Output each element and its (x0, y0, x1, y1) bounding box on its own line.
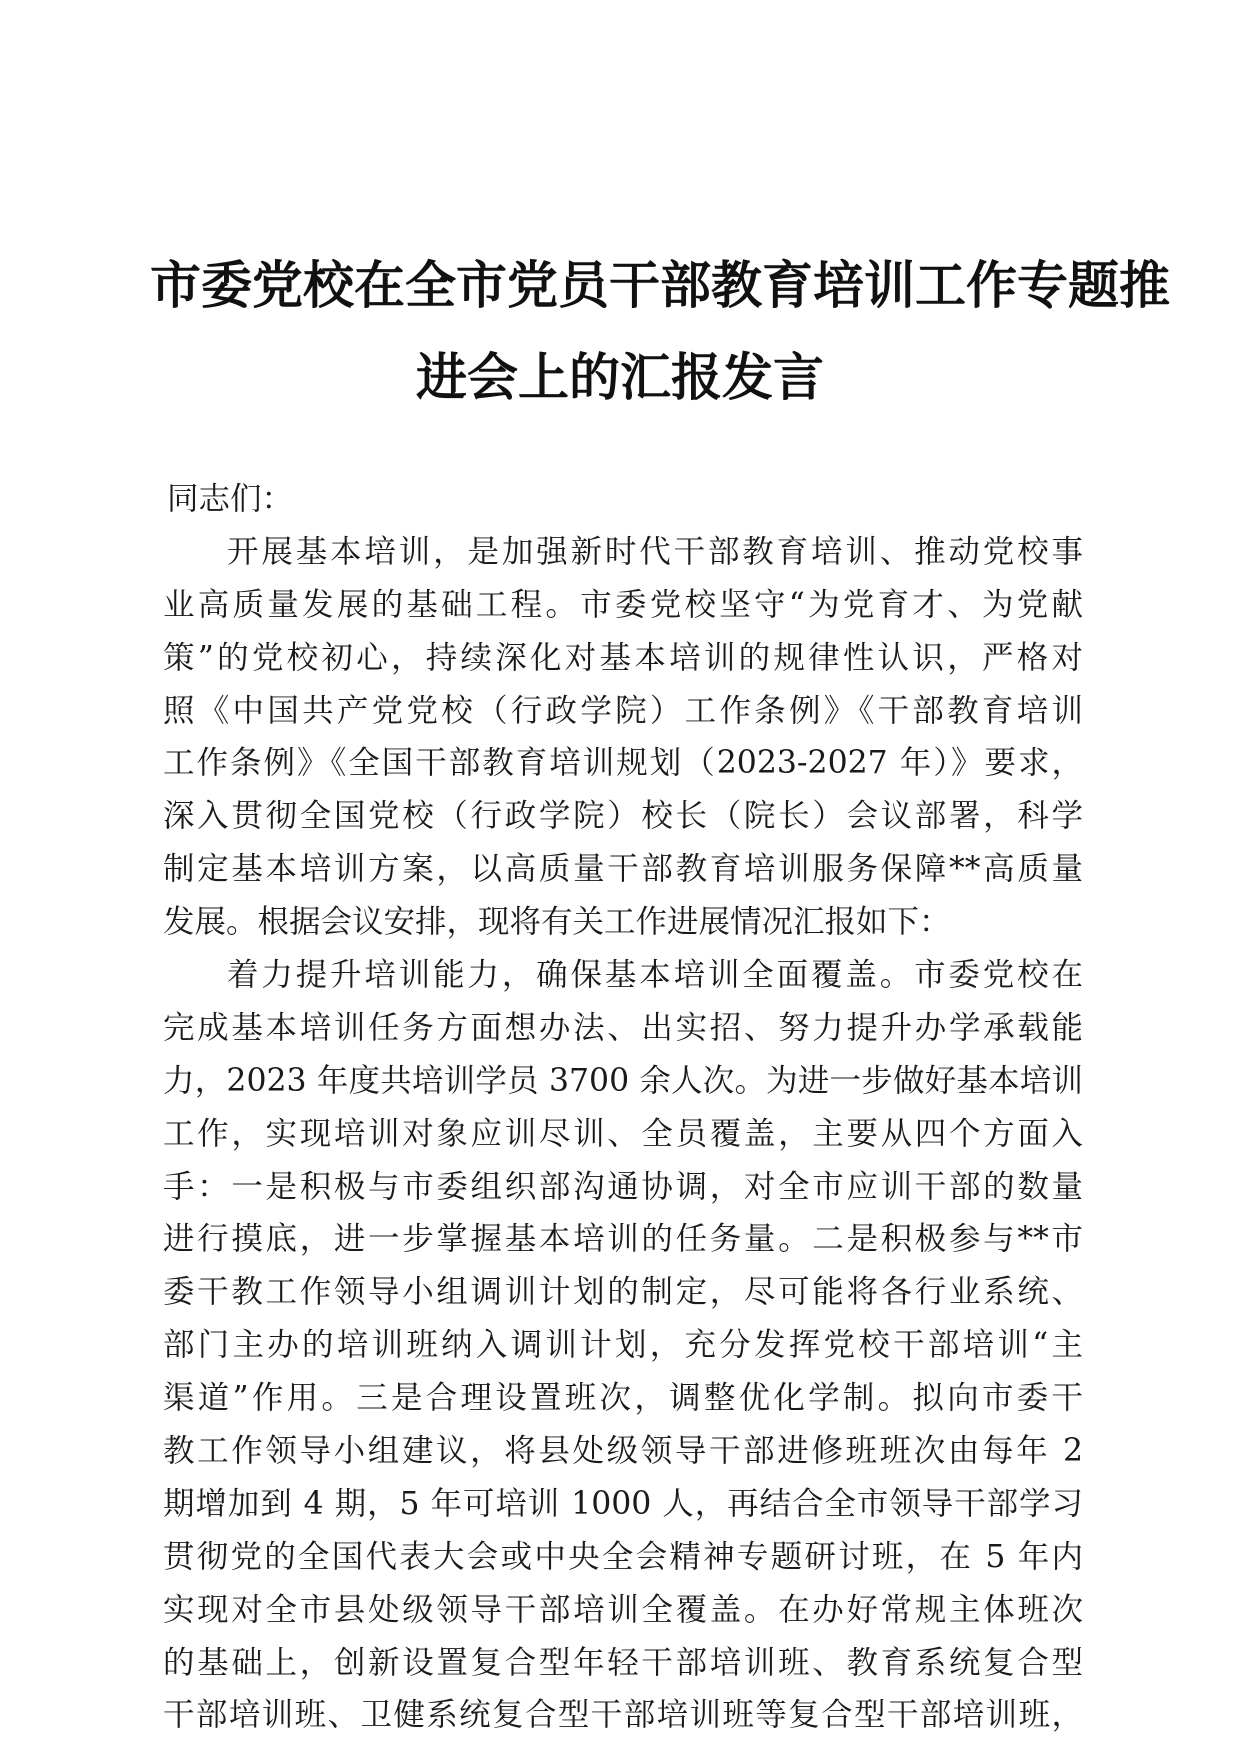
paragraph-line: 手：一是积极与市委组织部沟通协调，对全市应训干部的数量 (163, 1168, 1083, 1205)
salutation: 同志们： (167, 481, 294, 517)
paragraph-line: 力，2023 年度共培训学员 3700 余人次。为进一步做好基本培训 (163, 1062, 1083, 1099)
paragraph-line: 工作，实现培训对象应训尽训、全员覆盖，主要从四个方面入 (163, 1115, 1083, 1152)
title-line: 进会上的汇报发言 (415, 348, 824, 408)
paragraph-training-capacity (163, 949, 1083, 1742)
paragraph-line: 发展。根据会议安排，现将有关工作进展情况汇报如下： (163, 904, 951, 941)
paragraph-line: 策”的党校初心，持续深化对基本培训的规律性认识，严格对 (163, 639, 1083, 676)
paragraph-line: 的基础上，创新设置复合型年轻干部培训班、教育系统复合型 (163, 1644, 1083, 1681)
paragraph-line: 开展基本培训，是加强新时代干部教育培训、推动党校事 (227, 533, 1083, 570)
paragraph-line: 渠道”作用。三是合理设置班次，调整优化学制。拟向市委干 (163, 1380, 1083, 1417)
paragraph-line: 照《中国共产党党校（行政学院）工作条例》《干部教育培训 (163, 692, 1083, 729)
title-line: 市委党校在全市党员干部教育培训工作专题推 (150, 256, 1171, 316)
paragraph-line: 深入贯彻全国党校（行政学院）校长（院长）会议部署，科学 (163, 798, 1083, 835)
paragraph-line: 完成基本培训任务方面想办法、出实招、努力提升办学承载能 (163, 1009, 1083, 1046)
paragraph-line: 贯彻党的全国代表大会或中央全会精神专题研讨班，在 5 年内 (163, 1538, 1083, 1575)
paragraph-line: 部门主办的培训班纳入调训计划，充分发挥党校干部培训“主 (163, 1327, 1083, 1364)
paragraph-line: 制定基本培训方案，以高质量干部教育培训服务保障**高质量 (163, 851, 1083, 888)
paragraph-line: 进行摸底，进一步掌握基本培训的任务量。二是积极参与**市 (163, 1221, 1083, 1258)
paragraph-line: 期增加到 4 期，5 年可培训 1000 人，再结合全市领导干部学习 (163, 1485, 1083, 1522)
paragraph-line: 工作条例》《全国干部教育培训规划（2023-2027 年）》要求， (163, 745, 1083, 782)
paragraph-line: 委干教工作领导小组调训计划的制定，尽可能将各行业系统、 (163, 1274, 1083, 1311)
paragraph-line: 着力提升培训能力，确保基本培训全面覆盖。市委党校在 (227, 957, 1083, 994)
paragraph-line: 教工作领导小组建议，将县处级领导干部进修班班次由每年 2 (163, 1433, 1083, 1470)
paragraph-intro (163, 526, 1083, 949)
paragraph-line: 干部培训班、卫健系统复合型干部培训班等复合型干部培训班， (163, 1697, 1083, 1734)
paragraph-line: 业高质量发展的基础工程。市委党校坚守“为党育才、为党献 (163, 586, 1083, 623)
document-title (150, 240, 1171, 424)
paragraph-line: 实现对全市县处级领导干部培训全覆盖。在办好常规主体班次 (163, 1591, 1083, 1628)
document-body (163, 473, 1083, 1742)
